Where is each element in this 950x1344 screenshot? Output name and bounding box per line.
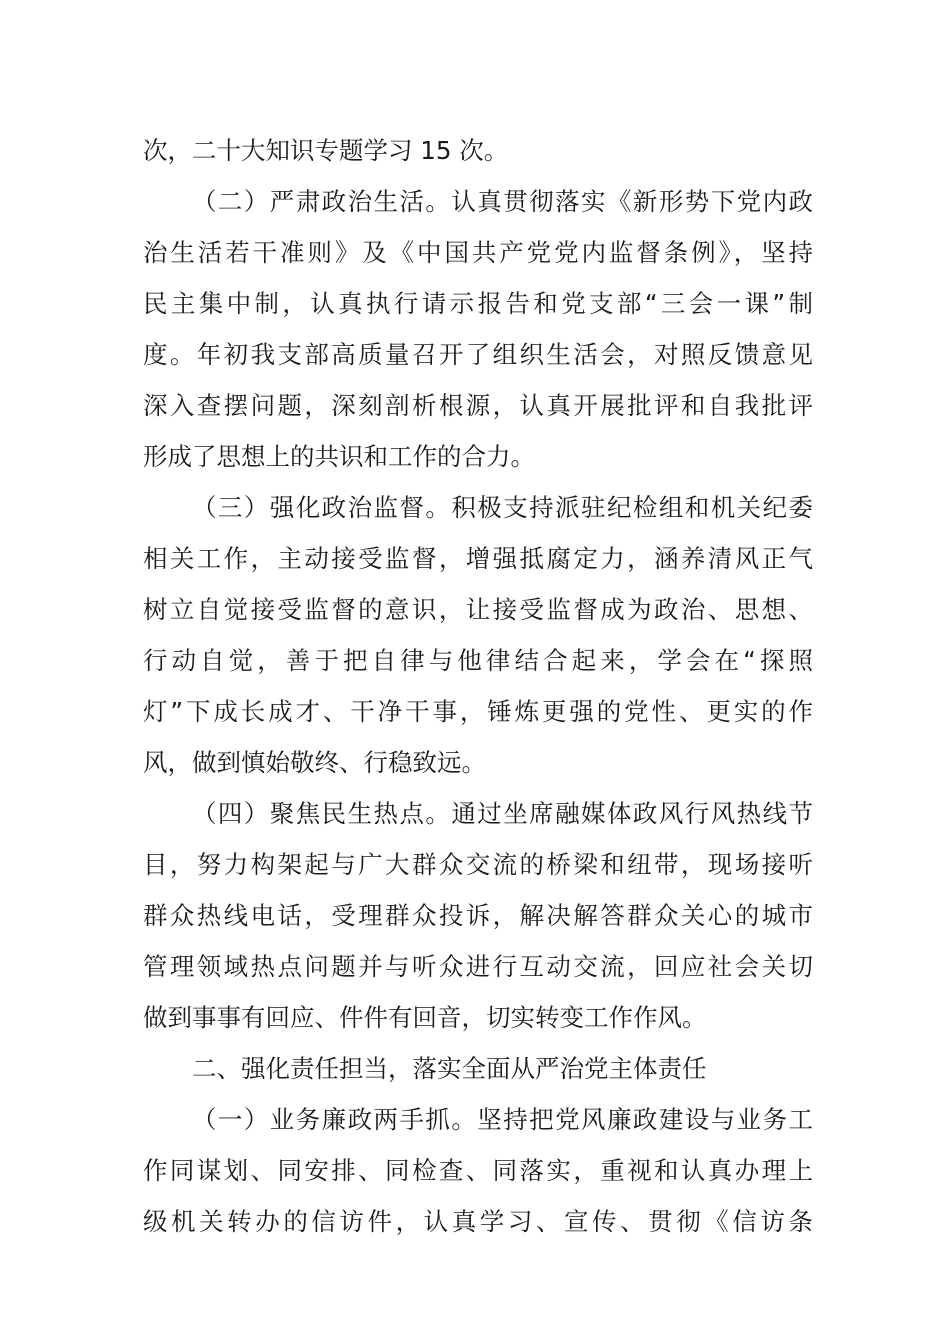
- text-line: 深入查摆问题，深刻剖析根源，认真开展批评和自我批评: [143, 391, 813, 420]
- text-line: （四）聚焦民生热点。通过坐席融媒体政风行风热线节: [192, 799, 813, 828]
- text-line: 形成了思想上的共识和工作的合力。: [143, 442, 535, 471]
- text-line: 度。年初我支部高质量召开了组织生活会，对照反馈意见: [143, 340, 813, 369]
- text-line: 次，二十大知识专题学习 15 次。: [143, 136, 509, 165]
- text-line: 作同谋划、同安排、同检查、同落实，重视和认真办理上: [143, 1156, 813, 1185]
- text-line: 级机关转办的信访件，认真学习、宣传、贯彻《信访条: [143, 1207, 813, 1236]
- text-line: 风，做到慎始敬终、行稳致远。: [143, 748, 486, 777]
- text-line: 群众热线电话，受理群众投诉，解决解答群众关心的城市: [143, 901, 813, 930]
- text-line: 目，努力构架起与广大群众交流的桥梁和纽带，现场接听: [143, 850, 813, 879]
- text-line: 民主集中制，认真执行请示报告和党支部“三会一课”制: [143, 289, 813, 318]
- text-line: 灯”下成长成才、干净干事，锤炼更强的党性、更实的作: [143, 697, 813, 726]
- text-line: （一）业务廉政两手抓。坚持把党风廉政建设与业务工: [192, 1105, 813, 1134]
- text-line: 做到事事有回应、件件有回音，切实转变工作作风。: [143, 1003, 707, 1032]
- section-heading: 二、强化责任担当，落实全面从严治党主体责任: [192, 1054, 707, 1083]
- text-line: 相关工作，主动接受监督，增强抵腐定力，涵养清风正气: [143, 544, 813, 573]
- text-line: （三）强化政治监督。积极支持派驻纪检组和机关纪委: [192, 493, 813, 522]
- text-line: 行动自觉，善于把自律与他律结合起来，学会在“探照: [143, 646, 813, 675]
- text-line: （二）严肃政治生活。认真贯彻落实《新形势下党内政: [192, 187, 813, 216]
- text-line: 治生活若干准则》及《中国共产党党内监督条例》，坚持: [143, 238, 813, 267]
- text-line: 管理领域热点问题并与听众进行互动交流，回应社会关切: [143, 952, 813, 981]
- text-line: 树立自觉接受监督的意识，让接受监督成为政治、思想、: [143, 595, 813, 624]
